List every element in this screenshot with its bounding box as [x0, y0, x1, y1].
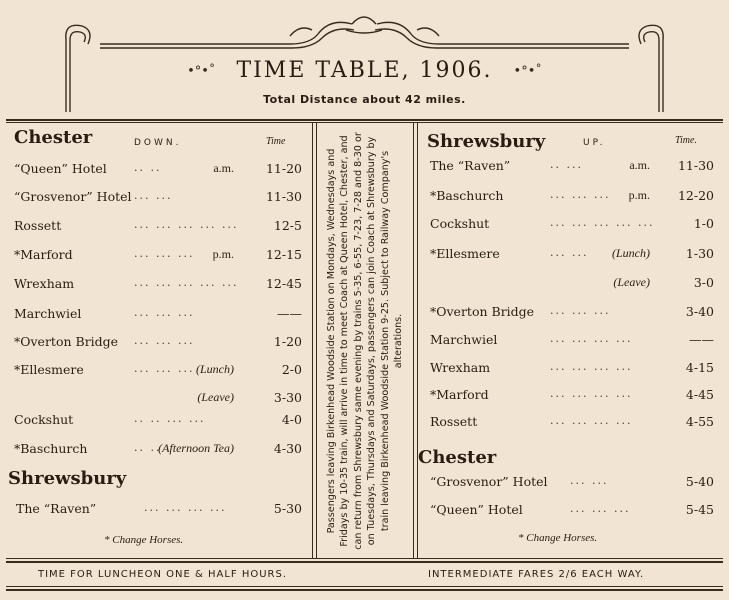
departure-time: 5-45: [685, 502, 714, 517]
middle-note: Passengers leaving Birkenhead Woodside Station on Mondays, Wednesdays and Fridays by 10-35 train, will arrive in time to meet Coach at Queen Hotel, Chester, and can return from Shrewsbury same evening by trains 5-35, 6-55, 7-23, 7-28 and 8-30 or on Tuesdays, Thursdays and Saturdays, passengers can join Coach at Shrewsbury by train leaving Birkenhead Woodside Station 9-25. Subject to Railway Company's alterations.: [325, 132, 404, 550]
up-row: [430, 275, 716, 293]
down-row: [14, 390, 304, 408]
time-note: a.m.: [629, 158, 650, 172]
station-name: “Grosvenor” Hotel: [430, 474, 548, 489]
leader-dots: ... ... ... ... ...: [550, 216, 655, 229]
station-name: *Marford: [14, 247, 73, 262]
time-note: (Afternoon Tea): [158, 441, 234, 455]
station-name: *Ellesmere: [430, 246, 500, 261]
departure-time: 4-45: [685, 387, 714, 402]
leader-dots: ... ... ... ...: [144, 501, 227, 514]
up-row: [430, 414, 716, 432]
departure-time: 12-5: [273, 218, 302, 233]
station-name: Marchwiel: [14, 306, 82, 321]
leader-dots: ... ... ... ...: [550, 332, 633, 345]
departure-time: 2-0: [281, 362, 302, 377]
fares-note: INTERMEDIATE FARES 2/6 EACH WAY.: [428, 569, 645, 580]
station-name: Rossett: [14, 218, 62, 233]
station-name: Marchwiel: [430, 332, 498, 347]
up-row: [430, 360, 716, 378]
column-divider-left-inner: [316, 123, 317, 559]
header-rule: [6, 119, 723, 121]
down-row: [14, 189, 304, 207]
leader-dots: ... ... ...: [570, 502, 631, 515]
leader-dots: ... ...: [550, 246, 589, 259]
down-direction: DOWN.: [134, 138, 182, 148]
departure-time: 4-30: [273, 441, 302, 456]
time-note: (Lunch): [196, 362, 234, 376]
departure-time: 5-40: [685, 474, 714, 489]
time-note: (Leave): [197, 390, 234, 404]
up-row: [430, 246, 716, 264]
down-heading: Chester: [14, 127, 93, 148]
station-name: Wrexham: [430, 360, 491, 375]
column-divider-right-inner: [417, 123, 418, 559]
leader-dots: .. ...: [550, 158, 583, 171]
departure-time: ——: [277, 306, 302, 321]
up-end-row: [430, 474, 716, 492]
leader-dots: ... ... ...: [134, 247, 195, 260]
departure-time: 5-30: [273, 501, 302, 516]
down-row: [14, 161, 304, 179]
up-row: [430, 188, 716, 206]
up-heading: Shrewsbury: [427, 131, 546, 152]
column-divider-left: [312, 123, 313, 559]
footer-rule-top-thick: [6, 561, 723, 563]
departure-time: 1-0: [693, 216, 714, 231]
departure-time: 12-45: [265, 276, 302, 291]
station-name: *Marford: [430, 387, 489, 402]
up-row: [430, 304, 716, 322]
time-note: (Lunch): [612, 246, 650, 260]
down-row: [14, 247, 304, 265]
departure-time: 11-30: [265, 189, 302, 204]
station-name: The “Raven”: [16, 501, 97, 516]
time-note: (Leave): [613, 275, 650, 289]
leader-dots: ... ... ...: [134, 306, 195, 319]
down-row: [14, 276, 304, 294]
station-name: Wrexham: [14, 276, 75, 291]
title-ornament-left: •°•˚: [187, 63, 216, 79]
title-text: TIME TABLE, 1906.: [236, 58, 493, 83]
subtitle: Total Distance about 42 miles.: [263, 93, 466, 106]
up-end-row: [430, 502, 716, 520]
title-ornament-right: •°•˚: [513, 63, 542, 79]
station-name: *Baschurch: [14, 441, 88, 456]
station-name: Cockshut: [430, 216, 490, 231]
leader-dots: ... ...: [134, 189, 173, 202]
leader-dots: .. ..: [134, 161, 162, 174]
departure-time: 4-0: [281, 412, 302, 427]
leader-dots: ... ... ... ... ...: [134, 276, 239, 289]
station-name: *Baschurch: [430, 188, 504, 203]
station-name: “Queen” Hotel: [14, 161, 107, 176]
time-note: p.m.: [628, 188, 650, 202]
down-row: [14, 441, 304, 459]
up-row: [430, 216, 716, 234]
station-name: *Ellesmere: [14, 362, 84, 377]
station-name: The “Raven”: [430, 158, 511, 173]
down-time-label: Time: [266, 136, 286, 147]
station-name: Cockshut: [14, 412, 74, 427]
leader-dots: ... ... ...: [134, 334, 195, 347]
station-name: *Overton Bridge: [14, 334, 119, 349]
up-end-heading: Chester: [418, 447, 497, 468]
footer-rule-bottom: [6, 586, 723, 587]
time-note: p.m.: [212, 247, 234, 261]
up-row: [430, 332, 716, 350]
leader-dots: ... ... ... ... ...: [134, 218, 239, 231]
page-title: [0, 58, 729, 83]
luncheon-note: TIME FOR LUNCHEON ONE & HALF HOURS.: [38, 569, 288, 580]
time-note: a.m.: [213, 161, 234, 175]
up-row: [430, 387, 716, 405]
down-row: [14, 362, 304, 380]
station-name: “Grosvenor” Hotel: [14, 189, 132, 204]
leader-dots: .. ..: [134, 441, 162, 454]
departure-time: 11-30: [677, 158, 714, 173]
departure-time: 4-15: [685, 360, 714, 375]
departure-time: 3-40: [685, 304, 714, 319]
departure-time: 4-55: [685, 414, 714, 429]
down-row: [14, 334, 304, 352]
departure-time: 12-20: [677, 188, 714, 203]
station-name: “Queen” Hotel: [430, 502, 523, 517]
up-row: [430, 158, 716, 176]
up-time-label: Time.: [675, 135, 697, 146]
down-row: [14, 306, 304, 324]
leader-dots: ... ... ...: [550, 188, 611, 201]
leader-dots: ... ... ... ...: [550, 360, 633, 373]
leader-dots: ... ... ... ...: [550, 414, 633, 427]
down-row: [14, 218, 304, 236]
down-end-heading: Shrewsbury: [8, 468, 127, 489]
departure-time: 3-0: [693, 275, 714, 290]
leader-dots: ... ... ...: [550, 304, 611, 317]
footer-rule-bottom-thick: [6, 589, 723, 591]
leader-dots: ... ...: [570, 474, 609, 487]
down-end-row: [16, 501, 304, 519]
departure-time: 1-20: [273, 334, 302, 349]
column-divider-right: [413, 123, 414, 559]
departure-time: ——: [689, 332, 714, 347]
down-footnote: * Change Horses.: [104, 534, 184, 546]
departure-time: 3-30: [273, 390, 302, 405]
up-footnote: * Change Horses.: [518, 532, 598, 544]
leader-dots: .. .. ... ...: [134, 412, 206, 425]
up-direction: UP.: [583, 138, 606, 148]
leader-dots: ... ... ... ...: [550, 387, 633, 400]
station-name: *Overton Bridge: [430, 304, 535, 319]
departure-time: 12-15: [265, 247, 302, 262]
leader-dots: ... ... ...: [134, 362, 195, 375]
departure-time: 11-20: [265, 161, 302, 176]
down-row: [14, 412, 304, 430]
departure-time: 1-30: [685, 246, 714, 261]
middle-note-panel: [318, 123, 412, 559]
station-name: Rossett: [430, 414, 478, 429]
